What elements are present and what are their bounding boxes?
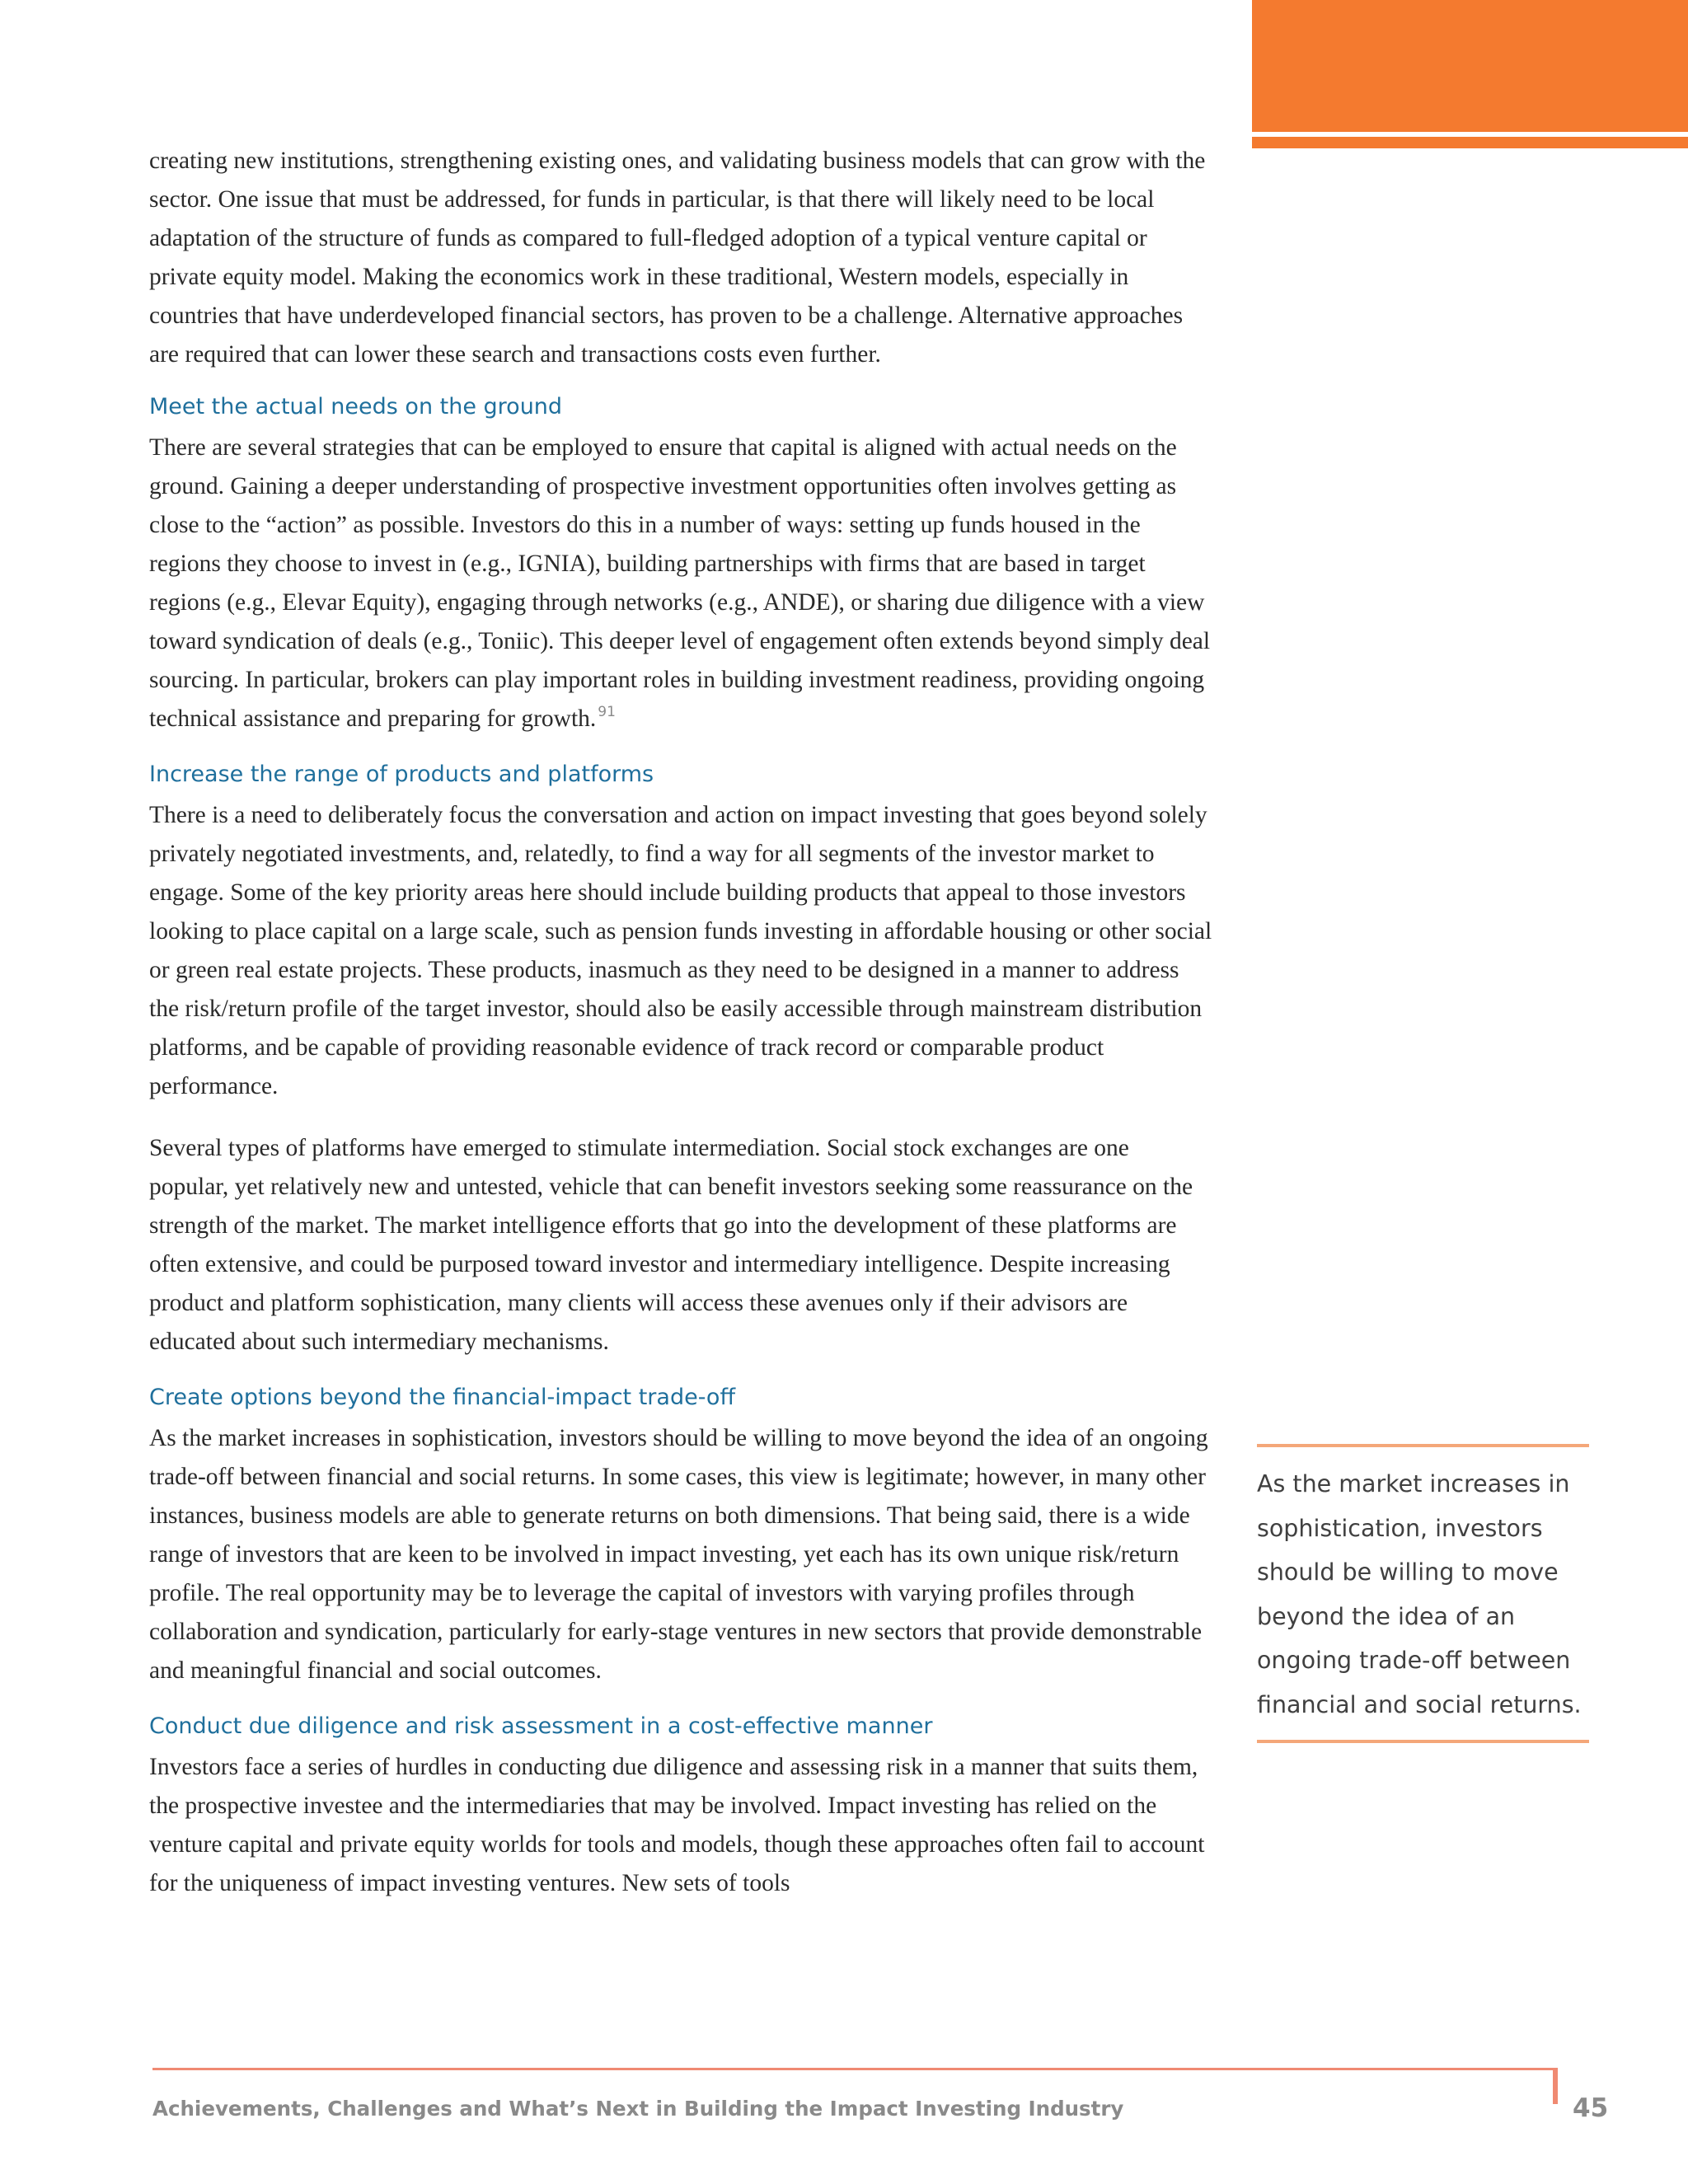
footer-rule-tick xyxy=(1553,2068,1558,2104)
header-accent-stripe xyxy=(1252,137,1688,148)
pull-quote-line: beyond the idea of an xyxy=(1257,1602,1516,1630)
main-text-column xyxy=(149,142,1212,1926)
footer-rule xyxy=(152,2068,1558,2070)
section-paragraph: As the market increases in sophistication, investors should be willing to move beyond the idea of an ongoing trade-off between financial and social returns. In some cases, this view is legitimate; however, in many other instances, business models are able to generate returns on both dimensions. That being said, there is a wide range of investors that are keen to be involved in impact investing, yet each has its own unique risk/return profile. The real opportunity may be to leverage the capital of investors with varying profiles through collaboration and syndication, particularly for early-stage ventures in new sectors that provide demonstrable and meaningful financial and social outcomes. xyxy=(149,1425,1208,1684)
pull-quote-line: sophistication, investors xyxy=(1257,1514,1543,1542)
section-paragraph: Investors face a series of hurdles in conducting due diligence and assessing risk in a manner that suits them, the prospective investee and the intermediaries that may be involved. Impact investing has relied on the venture capital and private equity worlds for tools and models, though these approaches often fail to account for the uniqueness of impact investing ventures. New sets of tools xyxy=(149,1754,1205,1896)
intro-paragraph: creating new institutions, strengthening existing ones, and validating business models that can grow with the sector. One issue that must be addressed, for funds in particular, is that there will likely need to be local adaptation of the structure of funds as compared to full-fledged adoption of a typical venture capital or private equity model. Making the economics work in these traditional, Western models, especially in countries that have underdeveloped financial sectors, has proven to be a challenge. Alternative approaches are required that can lower these search and transactions costs even further. xyxy=(149,148,1206,368)
footnote-marker[interactable]: 91 xyxy=(598,704,616,720)
header-accent-block xyxy=(1252,0,1688,132)
section-paragraph: Several types of platforms have emerged to stimulate intermediation. Social stock exchanges are one popular, yet relatively new and untested, vehicle that can benefit investors seeking some reassurance on the strength of the market. The market intelligence efforts that go into the development of these platforms are often extensive, and could be purposed toward investor and intermediary intelligence. Despite increasing product and platform sophistication, many clients will access these avenues only if their advisors are educated about such intermediary mechanisms. xyxy=(149,1135,1193,1355)
pull-quote-line: financial and social returns. xyxy=(1257,1690,1582,1718)
paragraph-text: There are several strategies that can be employed to ensure that capital is aligned with actual needs on the ground. Gaining a deeper understanding of prospective investment opportunities often involves getting as close to the “action” as possible. Investors do this in a number of ways: setting up funds housed in the regions they choose to invest in (e.g., IGNIA), building partnerships with firms that are based in target regions (e.g., Elevar Equity), engaging through networks (e.g., ANDE), or sharing due diligence with a view toward syndication of deals (e.g., Toniic). This deeper level of engagement often extends beyond simply deal sourcing. In particular, brokers can play important roles in building investment readiness, providing ongoing technical assistance and preparing for growth. xyxy=(149,434,1211,732)
section-heading-actual-needs: Meet the actual needs on the ground xyxy=(149,394,563,419)
pull-quote-line: As the market increases in xyxy=(1257,1470,1570,1497)
pull-quote-line: should be willing to move xyxy=(1257,1558,1559,1586)
pull-quote-line: ongoing trade-off between xyxy=(1257,1647,1571,1674)
section-heading-trade-off: Create options beyond the financial-impact trade-off xyxy=(149,1385,736,1410)
section-paragraph xyxy=(149,429,1212,738)
section-heading-products-platforms: Increase the range of products and platforms xyxy=(149,762,654,787)
section-heading-due-diligence: Conduct due diligence and risk assessment in a cost-effective manner xyxy=(149,1713,933,1739)
section-paragraph: There is a need to deliberately focus the conversation and action on impact investing that goes beyond solely privately negotiated investments, and, relatedly, to find a way for all segments of the investor market to engage. Some of the key priority areas here should include building products that appeal to those investors looking to place capital on a large scale, such as pension funds investing in affordable housing or other social or green real estate projects. These products, inasmuch as they need to be designed in a manner to address the risk/return profile of the target investor, should also be easily accessible through mainstream distribution platforms, and be capable of providing reasonable evidence of track record or comparable product performance. xyxy=(149,802,1212,1099)
footer-document-title: Achievements, Challenges and What’s Next in Building the Impact Investing Industry xyxy=(152,2097,1124,2121)
page-number: 45 xyxy=(1573,2093,1609,2123)
pull-quote xyxy=(1257,1444,1589,1743)
